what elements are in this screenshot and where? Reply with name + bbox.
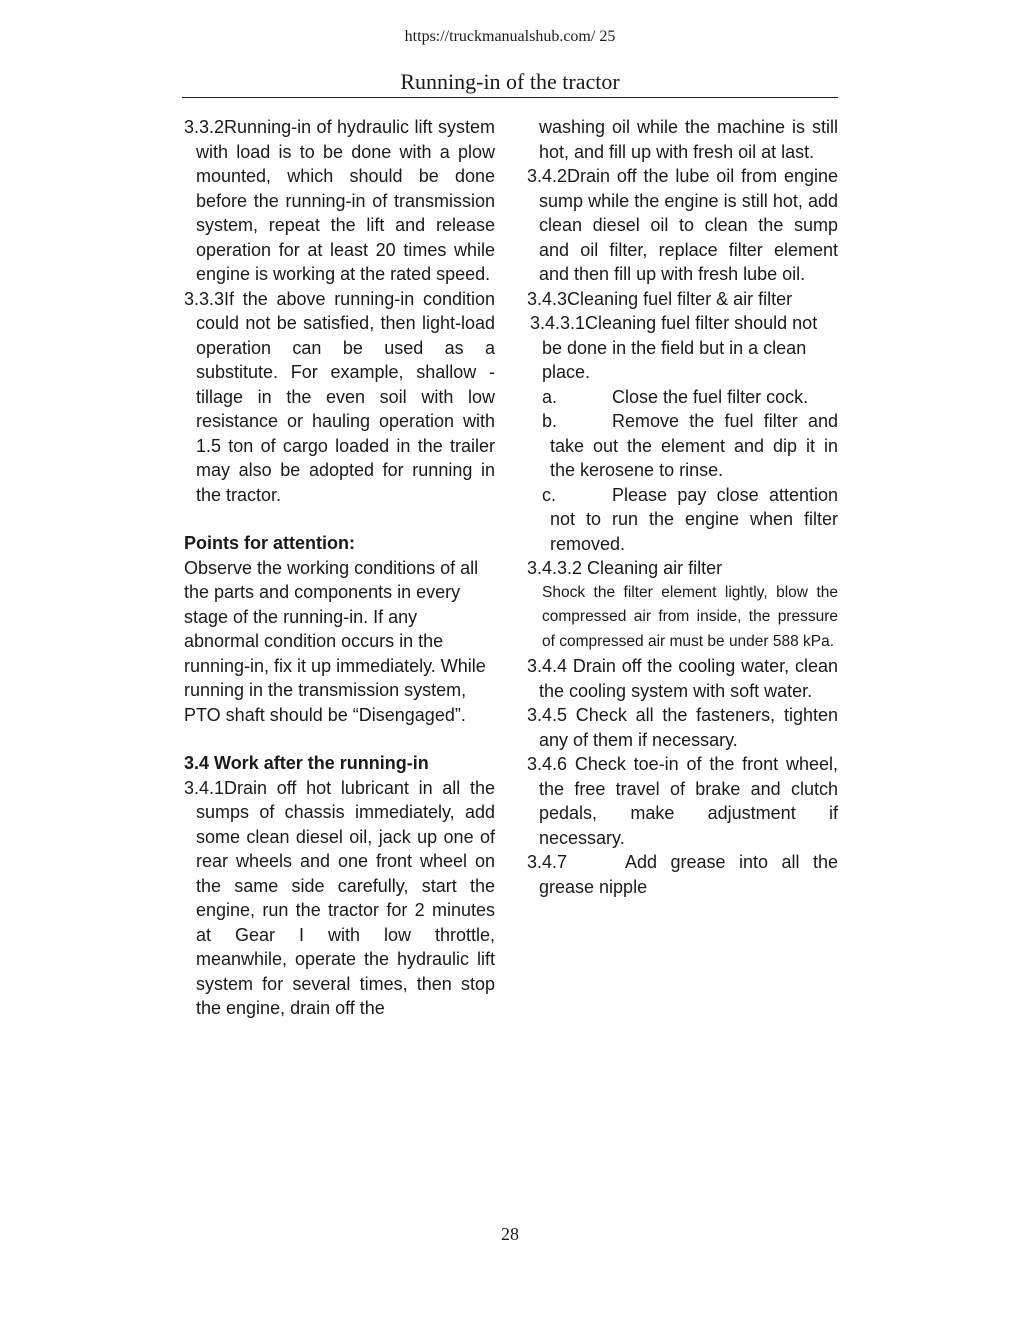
step-c-text: Please pay close attention not to run the engine when filter removed. [550,484,838,554]
step-c [527,483,838,557]
heading-3-4-3: 3.4.3Cleaning fuel filter & air filter [527,288,793,309]
paragraph-3-4-4: 3.4.4 Drain off the cooling water, clean the cooling system with soft water. [527,656,838,701]
spacer [184,507,495,531]
source-url: https://truckmanualshub.com/ 25 [404,28,616,45]
spacer [184,727,495,751]
page-title: Running-in of the tractor [400,69,620,94]
step-c-label: c. [542,484,557,505]
paragraph-3-4-5: 3.4.5 Check all the fasteners, tighten any of them if necessary. [527,705,838,750]
paragraph-3-4-1-continued: washing oil while the machine is still hot, and fill up with fresh oil at last. [539,117,838,162]
right-column [527,115,838,899]
section-heading-3-4: 3.4 Work after the running-in [184,753,429,773]
step-b [527,409,838,483]
paragraph-3-3-3: 3.3.3If the above running-in condition could not be satisfied, then light-load operation can be used as a substitute. For example, shallow -tillage in the even soil with low resistance or hauling operation with 1.5 ton of cargo loaded in the trailer may also be adopted for running in the tractor. [184,288,495,505]
step-a-text: Close the fuel filter cock. [612,386,809,407]
paragraph-3-4-2: 3.4.2Drain off the lube oil from engine sump while the engine is still hot, add clean diesel oil to clean the sump and oil filter, replace filter element and then fill up with fresh lube oil. [527,166,838,284]
paragraph-3-4-1: 3.4.1Drain off hot lubricant in all the sumps of chassis immediately, add some clean diesel oil, jack up one of rear wheels and one front wheel on the same side carefully, start the engine, run the tractor for 2 minutes at Gear I with low throttle, meanwhile, operate the hydraulic lift system for several times, then stop the engine, drain off the [184,777,495,1018]
paragraph-3-4-3-2-body: Shock the filter element lightly, blow the compressed air from inside, the pressure of compressed air must be under 588 kPa. [542,583,838,650]
page-number: 28 [501,1224,519,1244]
paragraph-3-4-7 [527,850,838,899]
left-column [184,115,495,1021]
paragraph-3-4-6: 3.4.6 Check toe-in of the front wheel, the free travel of brake and clutch pedals, make adjustment if necessary. [527,754,838,848]
step-b-text: Remove the fuel filter and take out the element and dip it in the kerosene to rinse. [550,411,838,480]
paragraph-3-3-2: 3.3.2Running-in of hydraulic lift system with load is to be done with a plow mounted, which should be done before the running-in of transmission system, repeat the lift and release operation for at least 20 times while engine is working at the rated speed. [184,117,495,284]
step-a-label: a. [542,386,558,407]
attention-heading: Points for attention: [184,533,355,553]
title-rule [182,97,838,98]
paragraph-3-4-7-number: 3.4.7 [527,852,568,872]
paragraph-3-4-7-text: Add grease into all the grease nipple [539,852,838,897]
step-b-label: b. [542,411,558,431]
attention-body: Observe the working conditions of all the parts and components in every stage of the running-in. If any abnormal condition occurs in the running-in, fix it up immediately. While running in the transmission system, PTO shaft should be “Disengaged”. [184,557,486,725]
paragraph-3-4-3-1: 3.4.3.1Cleaning fuel filter should not be done in the field but in a clean place. [530,313,818,382]
heading-3-4-3-2: 3.4.3.2 Cleaning air filter [527,558,723,578]
step-a [527,385,838,410]
